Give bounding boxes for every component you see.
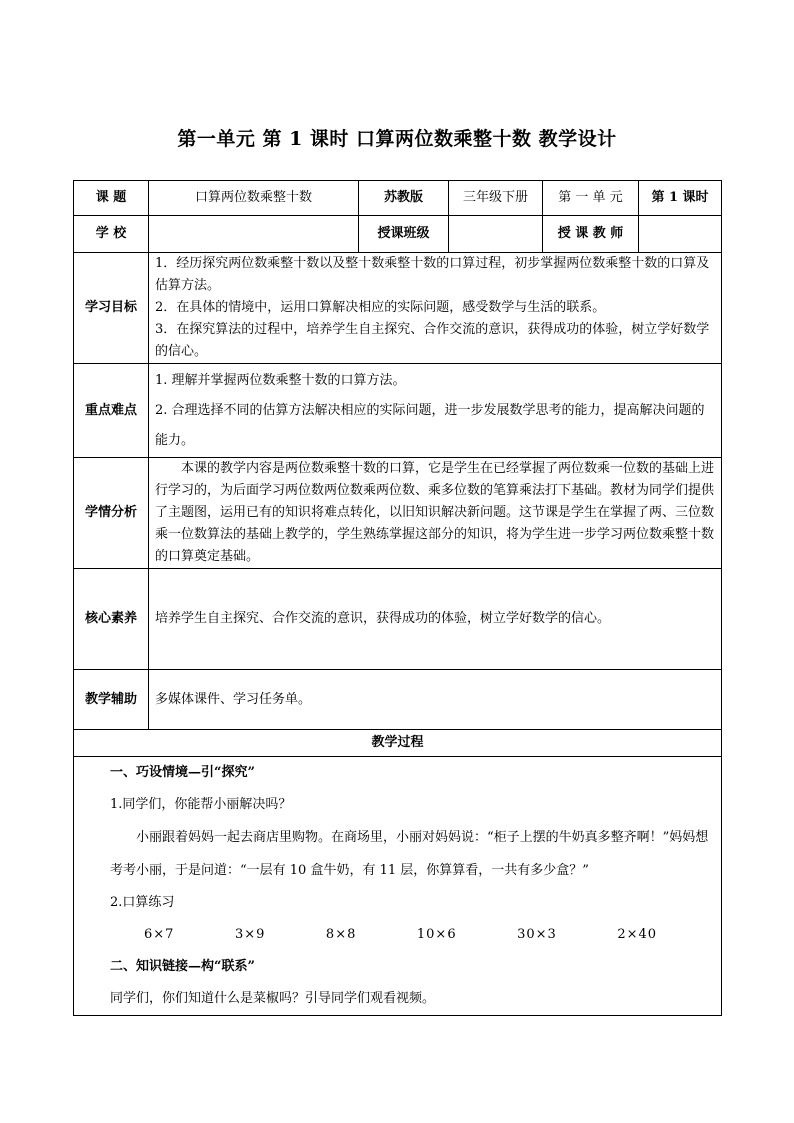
process-content bbox=[74, 757, 722, 1016]
lesson-value: 第 1 课时 bbox=[639, 181, 722, 216]
goals-content bbox=[149, 253, 722, 364]
row-aids bbox=[74, 670, 722, 730]
label-analysis: 学情分析 bbox=[74, 458, 149, 569]
label-goals: 学习目标 bbox=[74, 253, 149, 364]
class-value bbox=[449, 216, 543, 253]
section-1-title: 一、巧设情境—引“探究” bbox=[110, 765, 255, 780]
section-2-title: 二、知识链接—构“联系” bbox=[110, 959, 255, 974]
label-aids: 教学辅助 bbox=[74, 670, 149, 730]
section-1-exercises: 6×7 3×9 8×8 10×6 30×3 2×40 bbox=[144, 927, 658, 942]
label-topic: 课 题 bbox=[74, 181, 149, 216]
row-analysis bbox=[74, 458, 722, 569]
row-core bbox=[74, 569, 722, 670]
section-1-story: 小丽跟着妈妈一起去商店里购物。在商场里，小丽对妈妈说：“柜子上摆的牛奶真多整齐啊！”妈妈想考考小丽，于是问道：“一层有 10 盒牛奶，有 11 层，你算算看，一共有多少盒？” bbox=[110, 830, 709, 878]
edition-value: 苏教版 bbox=[359, 181, 449, 216]
section-2-text: 同学们，你们知道什么是菜椒吗？引导同学们观看视频。 bbox=[110, 991, 436, 1006]
label-teacher: 授 课 教 师 bbox=[543, 216, 639, 253]
label-key-points: 重点难点 bbox=[74, 364, 149, 458]
section-1-question: 1.同学们，你能帮小丽解决吗？ bbox=[110, 797, 292, 812]
core-content: 培养学生自主探究、合作交流的意识，获得成功的体验，树立学好数学的信心。 bbox=[149, 569, 722, 670]
label-core: 核心素养 bbox=[74, 569, 149, 670]
goal-item: 1．经历探究两位数乘整十数以及整十数乘整十数的口算过程，初步掌握两位数乘整十数的口算及估算方法。 bbox=[155, 256, 710, 293]
label-school: 学 校 bbox=[74, 216, 149, 253]
label-class: 授课班级 bbox=[359, 216, 449, 253]
row-goals bbox=[74, 253, 722, 364]
page-title: 第一单元 第 1 课时 口算两位数乘整十数 教学设计 bbox=[177, 128, 617, 150]
goal-item: 3．在探究算法的过程中，培养学生自主探究、合作交流的意识，获得成功的体验，树立学好数学的信心。 bbox=[155, 322, 710, 359]
row-process-header bbox=[74, 730, 722, 757]
analysis-content: 本课的教学内容是两位数乘整十数的口算，它是学生在已经掌握了两位数乘一位数的基础上进行学习的，为后面学习两位数两位数乘两位数、乘多位数的笔算乘法打下基础。教材为同学们提供了主题图，运用已有的知识将难点转化，以旧知识解决新问题。这节课是学生在掌握了两、三位数乘一位数算法的基础上教学的，学生熟练掌握这部分的知识，将为学生进一步学习两位数乘整十数的口算奠定基础。 bbox=[149, 458, 722, 569]
row-topic bbox=[74, 181, 722, 216]
key-item: 2. 合理选择不同的估算方法解决相应的实际问题，进一步发展数学思考的能力，提高解决问题的能力。 bbox=[155, 402, 705, 448]
key-item: 1. 理解并掌握两位数乘整十数的口算方法。 bbox=[155, 372, 406, 388]
topic-value: 口算两位数乘整十数 bbox=[149, 181, 359, 216]
school-value bbox=[149, 216, 359, 253]
lesson-plan-table bbox=[73, 180, 722, 1016]
row-key-points bbox=[74, 364, 722, 458]
grade-value: 三年级下册 bbox=[449, 181, 543, 216]
goal-item: 2．在具体的情境中，运用口算解决相应的实际问题，感受数学与生活的联系。 bbox=[155, 300, 606, 315]
row-process bbox=[74, 757, 722, 1016]
aids-content: 多媒体课件、学习任务单。 bbox=[149, 670, 722, 730]
row-school bbox=[74, 216, 722, 253]
unit-value: 第 一 单 元 bbox=[543, 181, 639, 216]
section-1-practice: 2.口算练习 bbox=[110, 895, 175, 910]
process-header: 教学过程 bbox=[74, 730, 722, 757]
teacher-value bbox=[639, 216, 722, 253]
key-points-content bbox=[149, 364, 722, 458]
